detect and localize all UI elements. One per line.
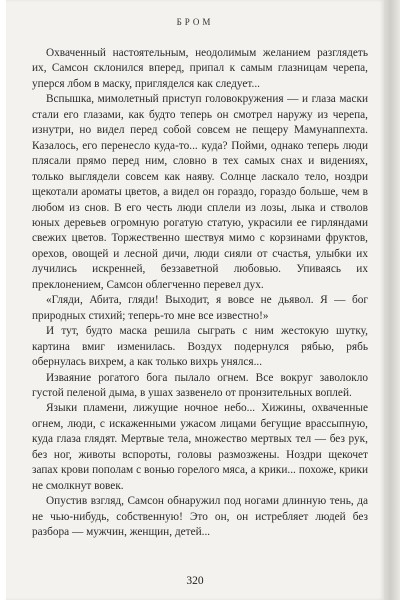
paragraph: И тут, будто маска решила сыграть с ним жестокую шутку, картина вмиг изменилась. Воздух подернулся рябью, рябь обернулась вихрем, а как только вихрь унялся... (32, 325, 368, 369)
body-text (32, 46, 368, 541)
paragraph: Охваченный настоятельным, неодолимым желанием разглядеть их, Самсон склонился вперед, припал к самым глазницам черепа, уперся лбом в маску, пригляделся как следует... (32, 47, 368, 90)
paragraph: Изваяние рогатого бога пылало огнем. Все вокруг заволокло густой пеленой дыма, в ушах зазвенело от пронзительных воплей. (32, 371, 368, 399)
paragraph: Опустив взгляд, Самсон обнаружил под ногами длинную тень, да не чью-нибудь, собственную! Это он, он истребляет людей без разбора — мужчин, женщин, детей... (32, 495, 368, 539)
paragraph: Языки пламени, лижущие ночное небо... Хижины, охваченные огнем, люди, с искаженными ужасом лицами бегущие врассыпную, куда глаза глядят. Мертвые тела, множество мертвых тел — без рук, без ног, животы вспороты, головы размозжены. Ноздри щекочет запах крови пополам с вонью горелого мяса, а крики... похоже, крики не смолкнут вовек. (32, 402, 368, 492)
page-edge (384, 0, 400, 600)
paragraph: Вспышка, мимолетный приступ головокружения — и глаза маски стали его глазами, как будто теперь он смотрел наружу из черепа, изнутри, но видел перед собой совсем не пещеру Мамунаппехта. Казалось, его перенесло куда-то... куда? Пойми, однако теперь люди плясали прямо перед ним, словно в тех самых снах и видениях, только выглядели совсем как наяву. Солнце ласкало тело, ноздри щекотали ароматы цветов, а видел он гораздо, гораздо больше, чем в любом из снов. В его честь люди сплели из лозы, лыка и стволов юных деревьев огромную рогатую статую, украсили ее гирляндами свежих цветов. Торжественно шествуя мимо с корзинами фруктов, орехов, овощей и лесной дичи, люди сияли от счастья, улыбки их лучились искренней, беззаветной любовью. Упиваясь их преклонением, Самсон облегченно перевел дух. (32, 93, 368, 291)
book-page (6, 0, 384, 600)
running-head: БРОМ (176, 17, 214, 27)
paragraph: «Гляди, Абита, гляди! Выходит, я вовсе не дьявол. Я — бог природных стихий; теперь-то мне все известно!» (32, 294, 368, 322)
page-number: 320 (186, 575, 204, 587)
